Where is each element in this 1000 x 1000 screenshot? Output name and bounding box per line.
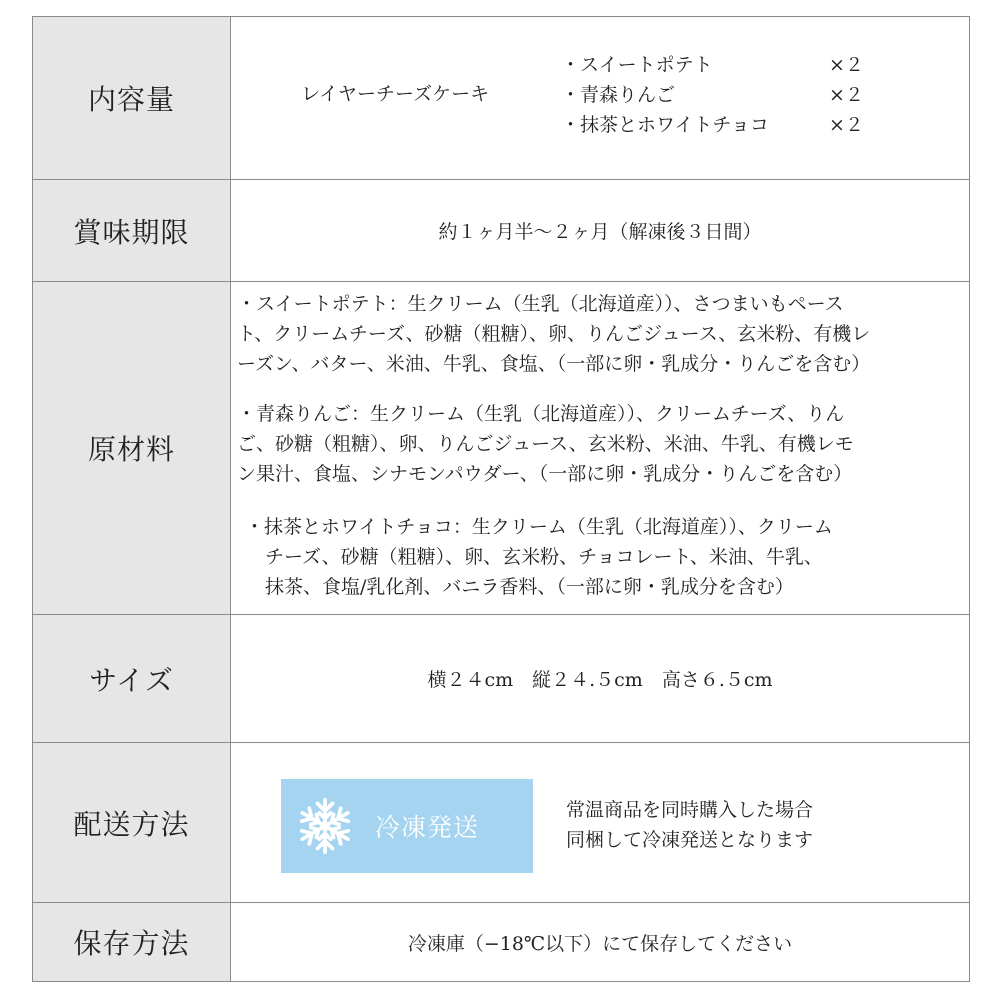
row-ingredients	[33, 281, 969, 614]
frozen-shipping-badge	[281, 779, 533, 873]
row-value-contents	[231, 17, 969, 179]
flavor-qty: ×２	[829, 84, 864, 106]
row-size	[33, 614, 969, 742]
ingredients-matcha-white-chocolate	[245, 512, 969, 602]
snowflake-icon	[295, 796, 355, 856]
row-value-size	[231, 615, 969, 742]
flavor-list	[561, 50, 769, 140]
ingredient-line: ・抹茶とホワイトチョコ：生クリーム（生乳（北海道産））、クリーム	[245, 516, 833, 538]
row-value-ingredients	[231, 282, 969, 614]
row-storage	[33, 902, 969, 981]
ingredient-line: ーズン、バター、米油、牛乳、食塩、（一部に卵・乳成分・りんごを含む）	[237, 353, 871, 375]
storage-text: 冷凍庫（−18℃以下）にて保存してください	[407, 932, 793, 955]
expiry-text: 約１ヶ月半～２ヶ月（解凍後３日間）	[438, 221, 762, 243]
ingredients-sweet-potato	[237, 289, 969, 379]
row-value-storage	[231, 903, 969, 981]
ingredient-line: ご、砂糖（粗糖）、卵、りんごジュース、玄米粉、米油、牛乳、有機レモ	[237, 433, 854, 455]
flavor-item: ・スイートポテト	[561, 54, 713, 76]
product-name: レイヤーチーズケーキ	[301, 83, 490, 105]
row-expiry	[33, 179, 969, 281]
row-contents	[33, 17, 969, 179]
flavor-qty: ×２	[829, 114, 864, 136]
row-value-shipping	[231, 743, 969, 902]
row-label-contents: 内容量	[33, 17, 231, 179]
ingredient-line: 抹茶、食塩/乳化剤、バニラ香料、（一部に卵・乳成分を含む）	[265, 576, 794, 598]
product-info-table	[32, 16, 970, 982]
ingredient-line: ・スイートポテト：生クリーム（生乳（北海道産））、さつまいもペース	[237, 293, 844, 315]
badge-label: 冷凍発送	[375, 813, 480, 842]
shipping-note-line: 同梱して冷凍発送となります	[566, 829, 814, 851]
row-label-shipping: 配送方法	[33, 743, 231, 902]
row-label-storage: 保存方法	[33, 903, 231, 981]
flavor-item: ・抹茶とホワイトチョコ	[561, 114, 769, 136]
shipping-note	[566, 795, 813, 855]
row-label-size: サイズ	[33, 615, 231, 742]
ingredient-line: ・青森りんご：生クリーム（生乳（北海道産））、クリームチーズ、りん	[237, 403, 845, 425]
row-shipping	[33, 742, 969, 902]
size-text: 横２４cm 縦２４.５cm 高さ６.５cm	[427, 669, 773, 691]
ingredient-line: ン果汁、食塩、シナモンパウダー、（一部に卵・乳成分・りんごを含む）	[237, 463, 853, 485]
row-label-expiry: 賞味期限	[33, 180, 231, 281]
flavor-qty: ×２	[829, 54, 864, 76]
flavor-quantities	[829, 50, 864, 140]
ingredient-line: チーズ、砂糖（粗糖）、卵、玄米粉、チョコレート、米油、牛乳、	[265, 546, 823, 568]
ingredient-line: ト、クリームチーズ、砂糖（粗糖）、卵、りんごジュース、玄米粉、有機レ	[237, 323, 871, 345]
flavor-item: ・青森りんご	[561, 84, 676, 106]
row-value-expiry	[231, 180, 969, 281]
shipping-note-line: 常温商品を同時購入した場合	[566, 799, 814, 821]
row-label-ingredients: 原材料	[33, 282, 231, 614]
ingredients-aomori-apple	[237, 399, 969, 489]
